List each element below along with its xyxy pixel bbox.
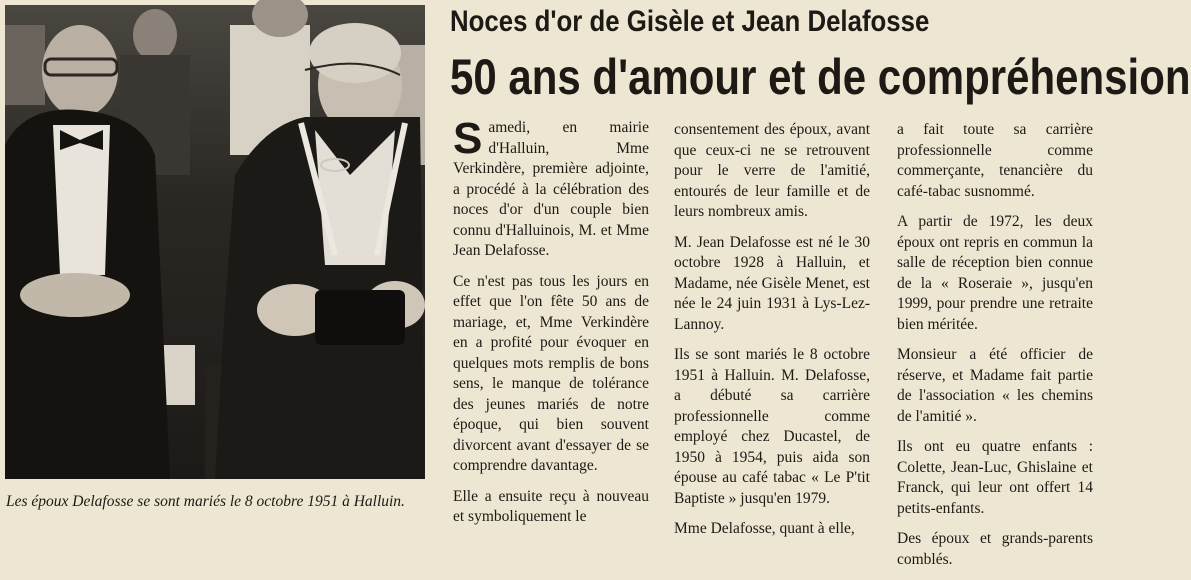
paragraph-text: amedi, en mairie d'Halluin, Mme Verkindère, première adjointe, a procédé à la célébration des noces d'or d'un couple bien connu d'Halluinois, M. et Mme Jean Delafosse.: [453, 119, 649, 259]
paragraph: a fait toute sa carrière professionnelle comme commerçante, tenancière du café-tabac susnommé.: [897, 121, 1093, 200]
paragraph: Elle a ensuite reçu à nouveau et symboliquement le: [453, 487, 649, 525]
paragraph: M. Jean Delafosse est né le 30 octobre 1928 à Halluin, et Madame, née Gisèle Menet, est née le 24 juin 1931 à Lys-Lez-Lannoy.: [674, 233, 870, 333]
photo-caption: Les époux Delafosse se sont mariés le 8 octobre 1951 à Halluin.: [6, 493, 405, 510]
paragraph: Ce n'est pas tous les jours en effet que l'on fête 50 ans de mariage, et, Mme Verkindère en a profité pour évoquer en quelques mots remplis de bons sens, le manque de tolérance des jeunes mariés de notre époque, qui bien souvent divorcent avant d'essayer de se comprendre davantage.: [453, 272, 649, 474]
paragraph: Ils se sont mariés le 8 octobre 1951 à Halluin. M. Delafosse, a débuté sa carrière professionnelle comme employé chez Ducastel, de 1950 à 1954, puis aida son épouse au café tabac « Le P'tit Baptiste » jusqu'en 1979.: [674, 346, 870, 507]
paragraph: consentement des époux, avant que ceux-ci ne se retrouvent pour le verre de l'amitié, entourés de leur famille et de leurs nombreux amis.: [674, 121, 870, 220]
drop-cap: S: [453, 114, 483, 163]
text-column-3: [897, 120, 1093, 580]
article-headline: 50 ans d'amour et de compréhension: [450, 49, 1191, 105]
paragraph: Monsieur a été officier de réserve, et Madame fait partie de l'association « les chemins de l'amitié ».: [897, 346, 1093, 425]
text-column-2: [674, 120, 870, 550]
article-kicker: Noces d'or de Gisèle et Jean Delafosse: [450, 5, 930, 38]
paragraph: Mme Delafosse, quant à elle,: [674, 520, 855, 537]
paragraph: Ils ont eu quatre enfants : Colette, Jean-Luc, Ghislaine et Franck, qui leur ont offert 14 petits-enfants.: [897, 438, 1093, 517]
paragraph: A partir de 1972, les deux époux ont repris en commun la salle de réception bien connue de la « Roseraie », jusqu'en 1999, pour prendre une retraite bien méritée.: [897, 213, 1093, 333]
paragraph: Des époux et grands-parents comblés.: [897, 530, 1093, 568]
text-column-1: [453, 114, 649, 538]
couple-photo: [5, 5, 425, 479]
paragraph: [453, 114, 649, 262]
